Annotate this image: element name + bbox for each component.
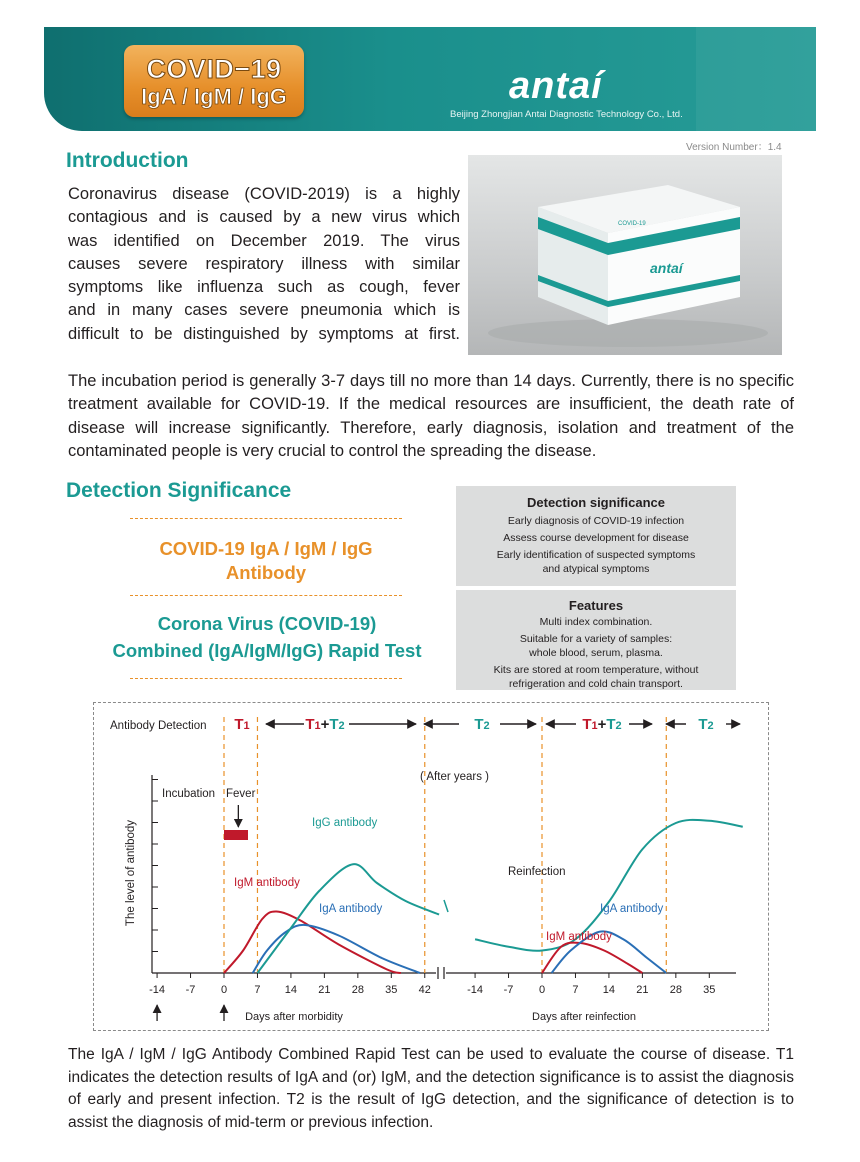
intro-line: causes severe respiratory illness with similar — [68, 254, 460, 273]
feature-item: Suitable for a variety of samples: whole blood, serum, plasma. — [519, 633, 673, 659]
phase-label-t1-t2-right: T1+T2 — [582, 716, 622, 733]
iga-label-right: IgA antibody — [600, 903, 664, 915]
x-tick-label-left: -14 — [149, 984, 166, 996]
x-tick-label-left: 21 — [318, 984, 331, 996]
igg-break-mark — [444, 900, 448, 912]
incubation-bar — [224, 830, 248, 840]
intro-line: Coronavirus disease (COVID-2019) is a highly — [68, 185, 460, 203]
antibody-title-line2: Antibody — [225, 562, 307, 583]
y-axis-label: The level of antibody — [125, 819, 137, 927]
header-banner — [44, 27, 816, 131]
x-tick-label-left: 42 — [418, 984, 431, 996]
rapid-test-line1: Corona Virus (COVID-19) — [157, 613, 377, 634]
series-igm-antibody-left — [224, 911, 401, 973]
antibody-detection-label: Antibody Detection — [110, 720, 207, 732]
igm-label-right: IgM antibody — [546, 931, 612, 943]
x-axis-label-left: Days after morbidity — [245, 1011, 343, 1023]
x-tick-label-right: 21 — [636, 984, 649, 996]
x-tick-label-right: 7 — [572, 984, 579, 996]
product-photo — [468, 155, 782, 355]
series-iga-antibody-left — [253, 925, 420, 973]
x-tick-label-left: -7 — [185, 984, 196, 996]
intro-paragraph-2: The incubation period is generally 3-7 days till no more than 14 days. Currently, there is no specific treatment available for COVID-19. If the medical resources are insufficient, the death rate of disease will increase significantly. Therefore, early diagnosis, isolation and treatment of the contaminated people is very crucial to control the spreading the disease. — [68, 372, 794, 460]
x-tick-label-right: 0 — [538, 984, 546, 996]
x-tick-label-left: 7 — [254, 984, 261, 996]
version-number: Version Number：1.4 — [686, 142, 782, 153]
intro-line: symptoms like influenza such as cough, fever — [68, 278, 460, 297]
intro-line: was identified on December 2019. The virus — [68, 231, 460, 250]
divider — [130, 518, 402, 519]
x-tick-label-right: 14 — [602, 984, 616, 996]
fever-label: Fever — [226, 788, 256, 800]
phase-label-t2-right: T2 — [698, 716, 714, 733]
iga-label-left: IgA antibody — [319, 903, 383, 915]
reinfection-label: Reinfection — [508, 866, 566, 878]
significance-item: Assess course development for disease — [503, 532, 689, 544]
x-tick-label-right: 28 — [669, 984, 682, 996]
divider — [130, 595, 402, 596]
x-tick-label-right: 35 — [703, 984, 716, 996]
intro-title: Introduction — [66, 149, 189, 172]
x-tick-label-left: 28 — [351, 984, 364, 996]
antibody-chart — [93, 702, 769, 1031]
intro-line: difficult to be distinguished by symptoms at first. — [68, 324, 460, 343]
significance-card-title: Detection significance — [527, 495, 665, 510]
x-tick-label-left: 35 — [385, 984, 398, 996]
significance-item: Early diagnosis of COVID-19 infection — [507, 515, 685, 527]
rapid-test-title — [110, 610, 424, 664]
feature-item: Multi index combination. — [539, 616, 653, 628]
x-tick-label-right: -7 — [503, 984, 514, 996]
antibody-title — [130, 537, 402, 585]
significance-item: Early identification of suspected symptoms and atypical symptoms — [496, 549, 696, 575]
antibody-chart-svg — [94, 703, 768, 1030]
intro-line: and in many cases severe pneumonia which is — [68, 301, 460, 320]
phase-label-t1-t2: T1+T2 — [305, 716, 345, 733]
x-tick-label-right: -14 — [467, 984, 484, 996]
phase-label-t1: T1 — [234, 716, 250, 733]
rapid-test-line2: Combined (IgA/IgM/IgG) Rapid Test — [112, 640, 422, 661]
phase-label-t2: T2 — [474, 716, 490, 733]
incubation-label: Incubation — [162, 788, 216, 800]
feature-item: Kits are stored at room temperature, without refrigeration and cold chain transport. — [493, 664, 699, 690]
intro-paragraph-1 — [68, 183, 460, 346]
intro-line: contagious and is caused by a new virus which — [68, 208, 460, 227]
igg-label: IgG antibody — [312, 817, 378, 829]
antai-logo: antaí — [509, 65, 603, 107]
badge-subtitle: IgA / IgM / IgG — [141, 84, 287, 109]
footer-paragraph: The IgA / IgM / IgG Antibody Combined Rapid Test can be used to evaluate the course of disease. T1 indicates the detection results of IgA and (or) IgM, and the detection significance is to assist the diagnosis of early and present infection. T2 is the result of IgG detection, and the significance of detection is to assist the diagnosis of mid-term or previous infection. — [68, 1046, 794, 1131]
badge-title: COVID−19 — [146, 54, 282, 84]
x-tick-label-left: 14 — [284, 984, 298, 996]
after-years-label: ( After years ) — [420, 771, 490, 783]
igm-label-left: IgM antibody — [234, 877, 300, 889]
antibody-title-line1: COVID-19 IgA / IgM / IgG — [159, 538, 373, 559]
product-box-illustration — [468, 155, 782, 355]
features-card-title: Features — [568, 598, 624, 613]
x-axis-label-right: Days after reinfection — [532, 1011, 636, 1023]
divider — [130, 678, 402, 679]
box-label: COVID-19 — [618, 221, 646, 227]
box-logo: antaí — [650, 260, 683, 276]
x-tick-label-left: 0 — [220, 984, 228, 996]
features-card — [456, 590, 736, 690]
detection-title: Detection Significance — [66, 479, 292, 502]
significance-card — [456, 486, 736, 586]
company-name: Beijing Zhongjian Antai Diagnostic Technology Co., Ltd. — [450, 109, 683, 120]
product-badge — [124, 45, 304, 117]
